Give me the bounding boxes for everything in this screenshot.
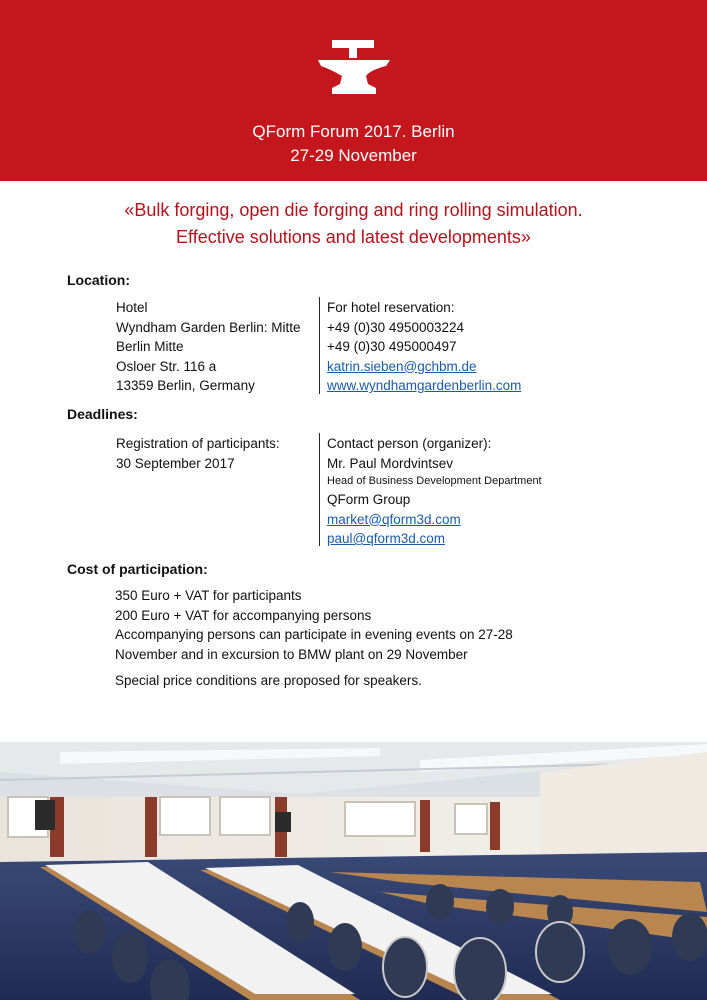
anvil-hammer-icon	[318, 40, 390, 96]
address-line: Hotel	[116, 300, 148, 315]
subtitle-line-1: «Bulk forging, open die forging and ring rolling simulation.	[124, 200, 583, 220]
hotel-address	[116, 298, 300, 396]
paul-email-link[interactable]: paul@qform3d.com	[327, 531, 446, 546]
registration-date: 30 September 2017	[116, 455, 235, 471]
cost-line: 200 Euro + VAT for accompanying persons	[115, 607, 372, 623]
cost-heading: Cost of participation:	[67, 561, 208, 577]
conference-room-image	[0, 742, 707, 1000]
registration-label: Registration of participants:	[116, 436, 280, 451]
contact-person	[327, 434, 542, 549]
address-line: 13359 Berlin, Germany	[116, 378, 255, 393]
divider	[319, 433, 320, 546]
address-line: Osloer Str. 116 a	[116, 358, 217, 374]
special-price-note: Special price conditions are proposed for speakers.	[115, 673, 422, 688]
address-line: Berlin Mitte	[116, 339, 184, 354]
divider	[319, 297, 320, 394]
reservation-email-link[interactable]: katrin.sieben@gchbm.de	[327, 358, 477, 374]
header-banner	[0, 0, 707, 181]
hotel-reservation	[327, 298, 521, 396]
event-dates: 27-29 November	[290, 146, 417, 165]
cost-details	[115, 586, 513, 691]
event-title	[0, 120, 707, 168]
market-email-link[interactable]: market@qform3d.com	[327, 511, 461, 527]
contact-position: Head of Business Development Department	[327, 475, 542, 487]
forum-subtitle	[0, 197, 707, 251]
cost-line: 350 Euro + VAT for participants	[115, 588, 302, 603]
deadlines-heading: Deadlines:	[67, 406, 138, 422]
event-name: QForm Forum 2017. Berlin	[252, 122, 455, 141]
subtitle-line-2: Effective solutions and latest developments»	[176, 227, 531, 247]
reservation-phone-1: +49 (0)30 4950003224	[327, 319, 464, 335]
reservation-label: For hotel reservation:	[327, 300, 455, 315]
contact-label: Contact person (organizer):	[327, 436, 492, 451]
conference-room-photo	[0, 742, 707, 1000]
registration-deadline	[116, 434, 280, 473]
contact-company: QForm Group	[327, 492, 411, 507]
hotel-website-link[interactable]: www.wyndhamgardenberlin.com	[327, 378, 522, 393]
cost-line: November and in excursion to BMW plant on 29 November	[115, 646, 468, 662]
location-heading: Location:	[67, 272, 130, 288]
contact-name: Mr. Paul Mordvintsev	[327, 455, 454, 471]
reservation-phone-2: +49 (0)30 495000497	[327, 339, 457, 354]
address-line: Wyndham Garden Berlin: Mitte	[116, 319, 301, 335]
cost-line: Accompanying persons can participate in evening events on 27-28	[115, 627, 513, 642]
